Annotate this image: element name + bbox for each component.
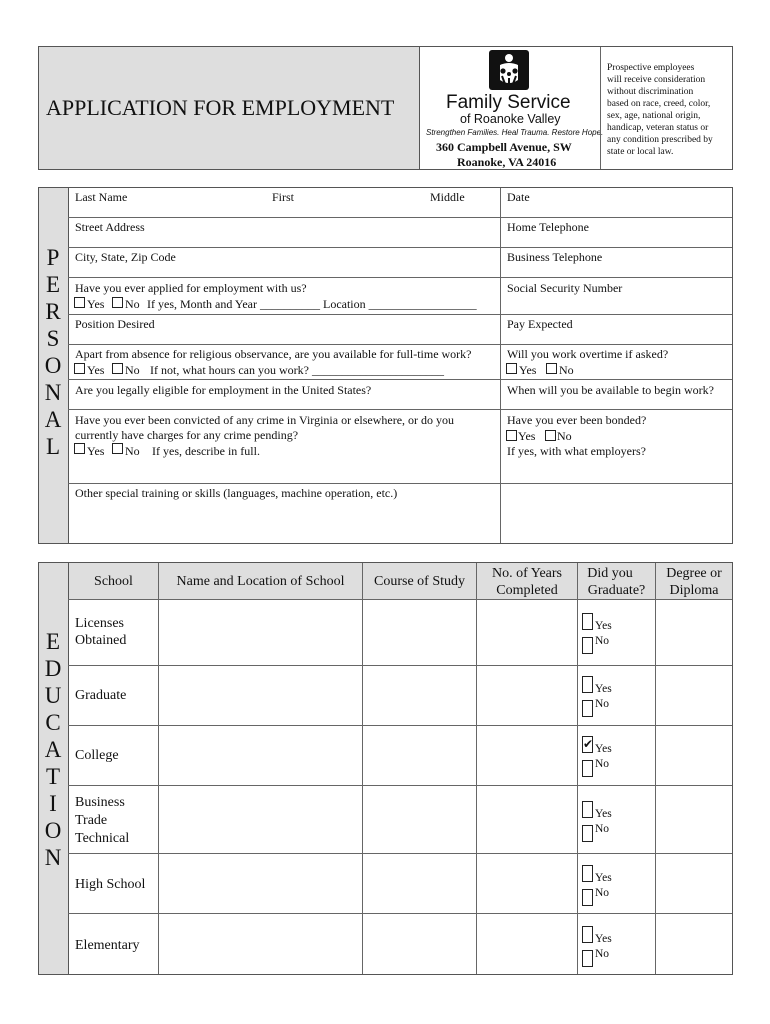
graduate-no-checkbox[interactable]	[582, 700, 593, 717]
row-line	[68, 344, 732, 345]
col-header-degree-l2: Diploma	[669, 583, 719, 598]
convicted-followup: If yes, describe in full.	[152, 444, 260, 458]
school-row-label: Elementary	[75, 938, 140, 953]
bonded-question: Have you ever been bonded?	[507, 413, 647, 427]
position-desired-field[interactable]	[69, 331, 499, 343]
yes-label: Yes	[595, 620, 612, 632]
personal-col-divider	[500, 188, 501, 543]
side-letter: U	[44, 683, 62, 708]
check-mark-icon: ✔	[583, 737, 594, 751]
side-letter: A	[44, 407, 62, 432]
row-line	[68, 725, 732, 726]
graduate-yes-checkbox[interactable]	[582, 676, 593, 693]
business-no-checkbox[interactable]	[582, 825, 593, 842]
convicted-yes-label: Yes	[87, 444, 105, 458]
date-field[interactable]	[502, 204, 732, 216]
home-telephone-label: Home Telephone	[507, 220, 589, 234]
elementary-no-checkbox[interactable]	[582, 950, 593, 967]
convicted-no-label: No	[125, 444, 140, 458]
business-yes-checkbox[interactable]	[582, 801, 593, 818]
org-address-line1: 360 Campbell Avenue, SW	[436, 140, 572, 154]
eeo-notice	[607, 62, 731, 158]
col-header-years-l2: Completed	[496, 583, 558, 598]
highschool-no-checkbox[interactable]	[582, 889, 593, 906]
side-letter: I	[49, 791, 57, 816]
training-field-right[interactable]	[502, 486, 732, 542]
eeo-notice-line: Prospective employees	[607, 63, 695, 73]
school-row-label: Business	[75, 795, 125, 810]
side-letter: N	[44, 845, 62, 870]
eligible-field[interactable]	[69, 397, 499, 408]
convicted-yes-checkbox[interactable]	[74, 443, 85, 454]
bonded-yes-checkbox[interactable]	[506, 430, 517, 441]
business-telephone-label: Business Telephone	[507, 250, 603, 264]
applied-before-no-checkbox[interactable]	[112, 297, 123, 308]
header-divider	[600, 47, 601, 169]
date-label: Date	[507, 190, 530, 204]
no-label: No	[595, 948, 610, 960]
eeo-notice-line: any condition prescribed by	[607, 135, 713, 145]
side-letter: E	[45, 272, 61, 297]
education-side-label	[39, 628, 68, 871]
overtime-yes-checkbox[interactable]	[506, 363, 517, 374]
org-tagline: Strengthen Families. Heal Trauma. Restore Hope.	[426, 128, 604, 137]
row-line	[68, 785, 732, 786]
street-address-field[interactable]	[69, 234, 499, 246]
no-label: No	[595, 823, 610, 835]
overtime-yes-label: Yes	[519, 363, 537, 377]
no-label: No	[595, 758, 610, 770]
row-line	[68, 913, 732, 914]
bonded-no-label: No	[557, 429, 572, 443]
eeo-notice-line: based on race, creed, color,	[607, 99, 711, 109]
city-state-zip-field[interactable]	[69, 264, 499, 276]
convicted-question-line1: Have you ever been convicted of any crime in Virginia or elsewhere, or do you	[75, 413, 455, 427]
business-telephone-field[interactable]	[502, 264, 732, 276]
fulltime-question: Apart from absence for religious observance, are you available for full-time work?	[75, 347, 472, 361]
yes-label: Yes	[595, 808, 612, 820]
first-name-label: First	[272, 190, 295, 204]
available-question: When will you be available to begin work?	[507, 383, 714, 397]
applied-before-question: Have you ever applied for employment with us?	[75, 281, 307, 295]
college-no-checkbox[interactable]	[582, 760, 593, 777]
side-letter: C	[45, 710, 61, 735]
row-line	[68, 409, 732, 410]
row-line	[68, 599, 732, 600]
ssn-field[interactable]	[502, 296, 732, 313]
row-line	[68, 379, 732, 380]
no-label: No	[595, 887, 610, 899]
ssn-label: Social Security Number	[507, 281, 623, 295]
side-letter: N	[44, 380, 62, 405]
school-row-label: Trade	[75, 813, 108, 828]
row-line	[68, 483, 732, 484]
overtime-question: Will you work overtime if asked?	[507, 347, 669, 361]
pay-expected-field[interactable]	[502, 331, 732, 343]
fulltime-followup: If not, what hours can you work? ______________________	[150, 363, 444, 377]
city-state-zip-label: City, State, Zip Code	[75, 250, 176, 264]
side-letter: L	[45, 434, 61, 459]
row-line	[68, 853, 732, 854]
eeo-notice-line: sex, age, national origin,	[607, 111, 701, 121]
side-letter: D	[44, 656, 62, 681]
row-line	[68, 277, 732, 278]
school-row-label: Technical	[75, 831, 130, 846]
side-letter: P	[46, 245, 60, 270]
side-letter: T	[45, 764, 61, 789]
row-line	[68, 247, 732, 248]
eeo-notice-line: state or local law.	[607, 147, 674, 157]
org-address-line2: Roanoke, VA 24016	[457, 155, 557, 169]
bonded-no-checkbox[interactable]	[545, 430, 556, 441]
bonded-followup: If yes, with what employers?	[507, 444, 646, 458]
side-letter: E	[45, 629, 61, 654]
col-header-graduate-l2: Graduate?	[587, 583, 646, 598]
position-desired-label: Position Desired	[75, 317, 155, 331]
no-label: No	[595, 698, 610, 710]
col-header-graduate-l1: Did you	[587, 566, 633, 581]
page-title: APPLICATION FOR EMPLOYMENT	[46, 95, 395, 120]
org-name: Family Service	[446, 92, 571, 113]
col-header-degree-l1: Degree or	[666, 566, 722, 581]
school-row-label: High School	[75, 877, 146, 892]
col-header-school: School	[94, 574, 133, 589]
school-row-label: Obtained	[75, 633, 127, 648]
overtime-no-label: No	[559, 363, 574, 377]
row-line	[68, 665, 732, 666]
home-telephone-field[interactable]	[502, 234, 732, 246]
fulltime-yes-checkbox[interactable]	[74, 363, 85, 374]
yes-label: Yes	[595, 683, 612, 695]
no-label: No	[595, 635, 610, 647]
name-field[interactable]	[69, 204, 499, 216]
pay-expected-label: Pay Expected	[507, 317, 573, 331]
row-line	[68, 217, 732, 218]
bonded-yes-label: Yes	[518, 429, 536, 443]
convicted-question-line2: currently have charges for any crime pending?	[75, 428, 299, 442]
eeo-notice-line: will receive consideration	[607, 75, 706, 85]
school-row-label: Graduate	[75, 688, 127, 703]
applied-before-yes-label: Yes	[87, 297, 105, 311]
col-header-name-location: Name and Location of School	[176, 574, 345, 589]
col-header-years-l1: No. of Years	[492, 566, 562, 581]
highschool-yes-checkbox[interactable]	[582, 865, 593, 882]
convicted-no-checkbox[interactable]	[112, 443, 123, 454]
elementary-yes-checkbox[interactable]	[582, 926, 593, 943]
yes-label: Yes	[595, 933, 612, 945]
licenses-no-checkbox[interactable]	[582, 637, 593, 654]
family-service-logo	[489, 50, 529, 90]
school-row-label: College	[75, 748, 119, 763]
side-letter: S	[46, 326, 60, 351]
training-field[interactable]	[69, 502, 499, 542]
fulltime-yes-label: Yes	[87, 363, 105, 377]
side-letter: A	[44, 737, 62, 762]
school-row-label: Licenses	[75, 616, 124, 631]
training-question: Other special training or skills (languages, machine operation, etc.)	[75, 486, 398, 500]
fulltime-no-label: No	[125, 363, 140, 377]
eligible-question: Are you legally eligible for employment in the United States?	[75, 383, 372, 397]
yes-label: Yes	[595, 743, 612, 755]
street-address-label: Street Address	[75, 220, 145, 234]
last-name-label: Last Name	[75, 190, 128, 204]
org-name-sub: of Roanoke Valley	[460, 112, 561, 126]
applied-before-no-label: No	[125, 297, 140, 311]
applied-before-followup: If yes, Month and Year __________ Location __________________	[147, 297, 477, 311]
middle-name-label: Middle	[430, 190, 465, 204]
yes-label: Yes	[595, 872, 612, 884]
row-line	[68, 314, 732, 315]
fulltime-no-checkbox[interactable]	[112, 363, 123, 374]
col-header-course: Course of Study	[374, 574, 465, 589]
personal-side-label	[39, 244, 68, 460]
licenses-yes-checkbox[interactable]	[582, 613, 593, 630]
eeo-notice-line: without discrimination	[607, 87, 694, 97]
eeo-notice-line: handicap, veteran status or	[607, 123, 709, 133]
side-letter: R	[45, 299, 61, 324]
applied-before-yes-checkbox[interactable]	[74, 297, 85, 308]
overtime-no-checkbox[interactable]	[546, 363, 557, 374]
side-letter: O	[44, 818, 62, 843]
side-letter: O	[44, 353, 62, 378]
